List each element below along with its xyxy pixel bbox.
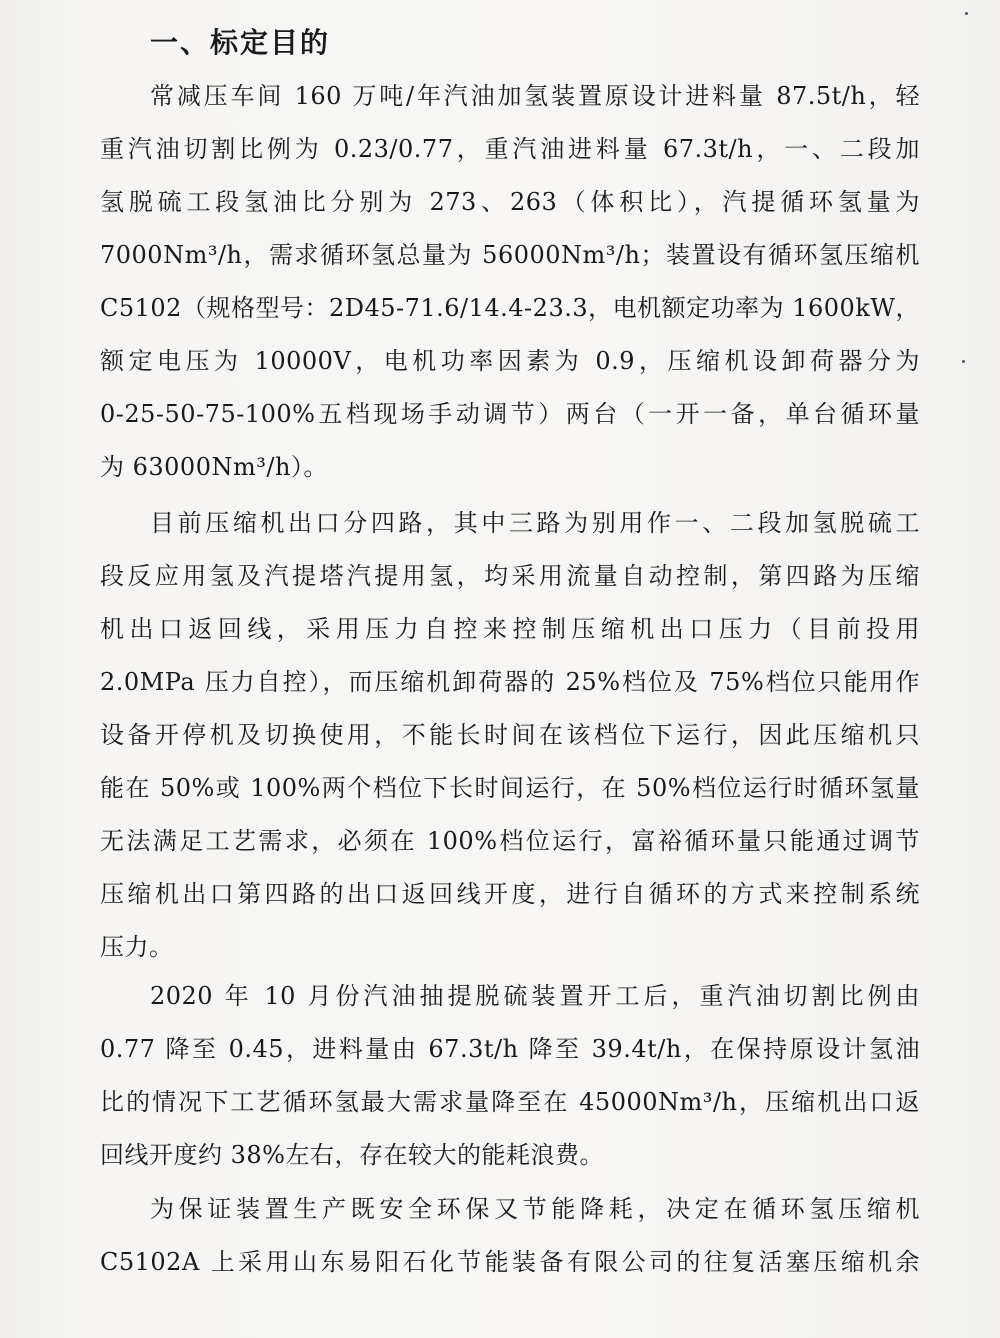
paragraph-1 bbox=[100, 70, 920, 494]
scan-speck bbox=[965, 12, 968, 15]
paragraph-4 bbox=[100, 1183, 920, 1289]
text-line: 压力。 bbox=[100, 933, 174, 961]
text-line: 无法满足工艺需求，必须在 100%档位运行，富裕循环量只能通过调节 bbox=[100, 827, 920, 855]
text-line: 设备开停机及切换使用，不能长时间在该档位下运行，因此压缩机只 bbox=[100, 721, 920, 749]
paragraph-2 bbox=[100, 497, 920, 974]
text-line: 为 63000Nm³/h）。 bbox=[100, 453, 328, 481]
text-line: 压缩机出口第四路的出口返回线开度，进行自循环的方式来控制系统 bbox=[100, 880, 920, 908]
section-heading: 一、标定目的 bbox=[150, 26, 331, 59]
scan-speck bbox=[962, 360, 965, 363]
text-line: 比的情况下工艺循环氢最大需求量降至在 45000Nm³/h，压缩机出口返 bbox=[100, 1088, 920, 1116]
paragraph-3 bbox=[100, 970, 920, 1182]
text-line: 7000Nm³/h，需求循环氢总量为 56000Nm³/h；装置设有循环氢压缩机 bbox=[100, 241, 920, 269]
text-line: 能在 50%或 100%两个档位下长时间运行，在 50%档位运行时循环氢量 bbox=[100, 774, 920, 802]
text-line: 为保证装置生产既安全环保又节能降耗，决定在循环氢压缩机 bbox=[150, 1195, 920, 1223]
text-line: 氢脱硫工段氢油比分别为 273、263（体积比），汽提循环氢量为 bbox=[100, 188, 920, 216]
text-line: 2.0MPa 压力自控），而压缩机卸荷器的 25%档位及 75%档位只能用作 bbox=[100, 668, 920, 696]
text-line: 机出口返回线，采用压力自控来控制压缩机出口压力（目前投用 bbox=[100, 615, 920, 643]
text-line: 目前压缩机出口分四路，其中三路为别用作一、二段加氢脱硫工 bbox=[150, 509, 920, 537]
text-line: 0-25-50-75-100%五档现场手动调节）两台（一开一备，单台循环量 bbox=[100, 400, 920, 428]
text-line: 额定电压为 10000V，电机功率因素为 0.9，压缩机设卸荷器分为 bbox=[100, 347, 920, 375]
text-line: 0.77 降至 0.45，进料量由 67.3t/h 降至 39.4t/h，在保持原设计氢油 bbox=[100, 1035, 920, 1063]
text-line: 2020 年 10 月份汽油抽提脱硫装置开工后，重汽油切割比例由 bbox=[150, 982, 920, 1010]
text-line: 重汽油切割比例为 0.23/0.77，重汽油进料量 67.3t/h，一、二段加 bbox=[100, 135, 920, 163]
text-line: 回线开度约 38%左右，存在较大的能耗浪费。 bbox=[100, 1141, 604, 1169]
text-line: C5102（规格型号：2D45-71.6/14.4-23.3，电机额定功率为 1600kW， bbox=[100, 294, 921, 322]
text-line: C5102A 上采用山东易阳石化节能装备有限公司的往复活塞压缩机余 bbox=[100, 1248, 920, 1276]
text-line: 常减压车间 160 万吨/年汽油加氢装置原设计进料量 87.5t/h，轻 bbox=[150, 82, 920, 110]
text-line: 段反应用氢及汽提塔汽提用氢，均采用流量自动控制，第四路为压缩 bbox=[100, 562, 920, 590]
